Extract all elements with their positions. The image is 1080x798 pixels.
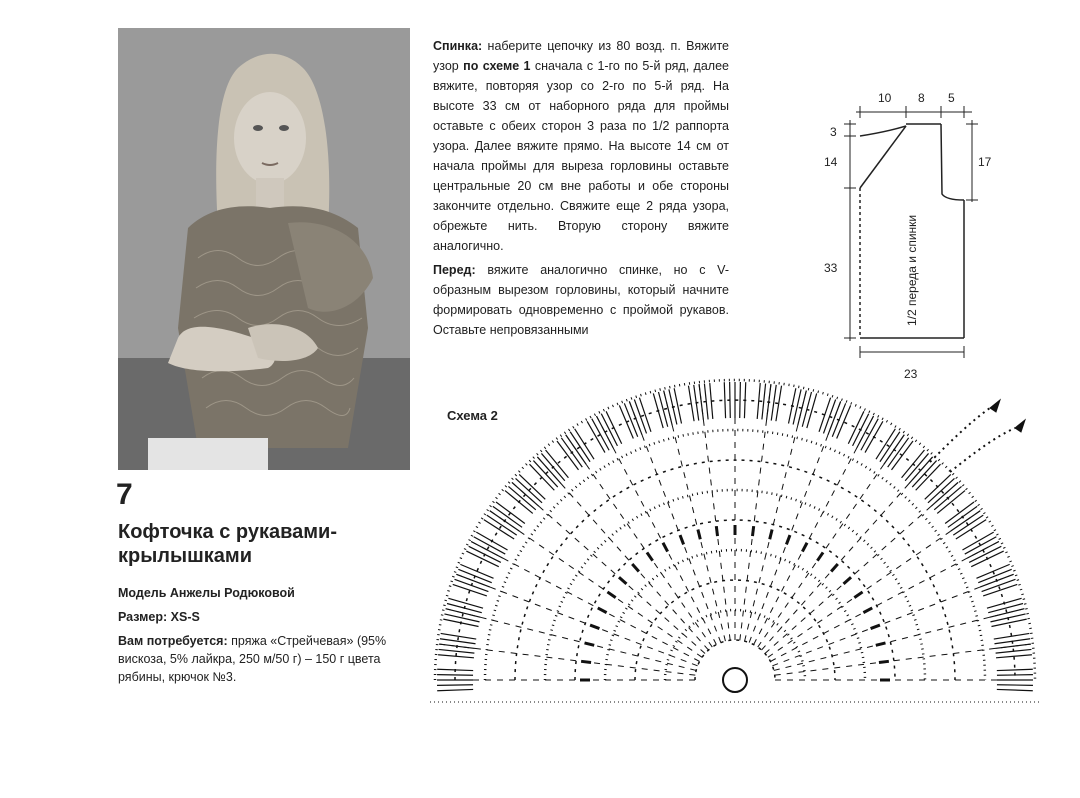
back-text-2: сначала с 1-го по 5-й ряд, далее вяжите, повторяя узор со 2-го по 5-й ряд. На высоте 33 см от наборного ряда для проймы оставьте с обеих сторон 3 раза по 1/2 раппорта узора. Далее вяжите прямо. На высоте 14 см от начала проймы для выреза горловины оставьте центральные 20 см вне работы и обе стороны закончите отдельно. Свяжите еще 2 ряда узора, обрежьте нить. Вторую сторону вяжите аналогично. bbox=[433, 59, 730, 253]
diagram-stitch bbox=[493, 506, 522, 527]
diagram-stitch bbox=[997, 675, 1033, 676]
diagram-stitch bbox=[802, 543, 807, 552]
diagram-stitch bbox=[716, 526, 717, 536]
diagram-stitch bbox=[884, 435, 904, 465]
center-ring bbox=[723, 668, 747, 692]
diagram-stitch bbox=[879, 661, 889, 662]
size-label: Размер: bbox=[118, 610, 168, 624]
diagram-stitch bbox=[541, 453, 564, 480]
diagram-spoke bbox=[699, 382, 730, 640]
diagram-stitch bbox=[508, 486, 535, 509]
dim-top-left: 10 bbox=[878, 91, 892, 105]
diagram-spoke bbox=[629, 399, 721, 642]
diagram-stitch bbox=[453, 584, 487, 596]
diagram-stitch bbox=[770, 530, 772, 540]
dim-left-bottom: 33 bbox=[824, 261, 838, 275]
diagram-stitch bbox=[680, 535, 684, 544]
diagram-stitch bbox=[823, 400, 835, 434]
diagram-stitch bbox=[762, 384, 766, 420]
diagram-stitch bbox=[880, 432, 900, 462]
model-photo bbox=[118, 28, 410, 470]
diagram-stitch bbox=[496, 502, 525, 524]
diagram-stitch bbox=[752, 526, 753, 536]
back-label: Спинка: bbox=[433, 39, 483, 53]
dim-top-mid: 8 bbox=[918, 91, 925, 105]
diagram-spoke bbox=[740, 382, 771, 640]
diagram-stitch bbox=[912, 461, 936, 488]
piece-label: 1/2 переда и спинки bbox=[905, 214, 919, 326]
diagram-stitch bbox=[905, 453, 928, 480]
diagram-spoke bbox=[768, 510, 982, 658]
diagram-stitch bbox=[997, 689, 1033, 690]
diagram-stitch bbox=[533, 461, 557, 488]
pattern-schematic bbox=[824, 86, 1006, 386]
dim-left-mid: 14 bbox=[824, 155, 838, 169]
diagram-stitch bbox=[807, 393, 817, 428]
diagram-stitch bbox=[512, 482, 539, 506]
diagram-stitch bbox=[566, 435, 586, 465]
diagram-stitch bbox=[437, 669, 473, 670]
diagram-stitch bbox=[570, 432, 590, 462]
diagram-stitch bbox=[448, 598, 483, 608]
diagram-stitch bbox=[561, 438, 582, 467]
front-paragraph bbox=[433, 260, 729, 340]
diagram-stitch bbox=[828, 401, 841, 435]
diagram-stitch bbox=[802, 392, 811, 427]
diagram-stitch bbox=[639, 398, 651, 432]
diagram-stitch bbox=[819, 398, 831, 432]
diagram-stitch bbox=[817, 552, 823, 560]
diagram-stitch bbox=[437, 685, 473, 686]
materials-line bbox=[118, 632, 414, 686]
diagram-stitch bbox=[699, 384, 703, 420]
article-number: 7 bbox=[116, 478, 133, 511]
diagram-stitch bbox=[983, 584, 1017, 596]
diagram-stitch bbox=[989, 609, 1024, 618]
diagram-stitch bbox=[619, 577, 626, 584]
diagram-stitch bbox=[876, 429, 895, 459]
diagram-stitch bbox=[953, 515, 983, 535]
dim-left-top: 3 bbox=[830, 125, 837, 139]
diagram-stitch bbox=[997, 685, 1033, 686]
crochet-diagram bbox=[430, 372, 1040, 722]
diagram-stitch bbox=[663, 543, 668, 552]
diagram-stitch bbox=[546, 450, 569, 478]
diagram-stitch bbox=[902, 450, 925, 478]
diagram-stitch bbox=[876, 643, 886, 645]
diagram-stitch bbox=[937, 491, 965, 514]
dim-right: 17 bbox=[978, 155, 992, 169]
diagram-stitch bbox=[888, 438, 909, 467]
dim-bottom: 23 bbox=[904, 367, 918, 381]
diagram-stitch bbox=[724, 382, 725, 418]
front-label: Перед: bbox=[433, 263, 476, 277]
diagram-stitch bbox=[516, 478, 543, 502]
diagram-stitch bbox=[744, 382, 745, 418]
diagram-stitch bbox=[590, 625, 599, 629]
diagram-stitch bbox=[948, 506, 977, 527]
diagram-stitch bbox=[956, 520, 986, 539]
diagram-stitch bbox=[490, 511, 520, 531]
diagram-stitch bbox=[931, 482, 958, 506]
diagram-stitch bbox=[484, 520, 514, 539]
scheme-label: Схема 2 bbox=[447, 408, 498, 423]
diagram-spoke bbox=[775, 644, 1033, 675]
diagram-stitch bbox=[891, 441, 913, 470]
strap-chains bbox=[930, 400, 1025, 472]
diagram-stitch bbox=[982, 579, 1016, 591]
diagram-stitch bbox=[854, 592, 862, 598]
diagram-stitch bbox=[844, 577, 851, 584]
diagram-stitch bbox=[607, 592, 615, 598]
back-text-1: наберите цепочку из 80 возд. п. Вяжите узор bbox=[433, 39, 729, 73]
diagram-spoke bbox=[454, 574, 697, 666]
diagram-stitch bbox=[909, 457, 933, 484]
diagram-stitch bbox=[871, 625, 880, 629]
diagram-stitch bbox=[740, 382, 741, 418]
diagram-stitch bbox=[945, 502, 974, 524]
diagram-stitch bbox=[934, 486, 961, 509]
diagram-stitch bbox=[863, 608, 872, 613]
diagram-stitch bbox=[980, 574, 1014, 587]
diagram-stitch bbox=[581, 661, 591, 662]
diagram-spoke bbox=[772, 574, 1015, 666]
diagram-stitch bbox=[925, 474, 951, 499]
diagram-stitch bbox=[585, 643, 595, 645]
diagram-stitch bbox=[629, 401, 642, 435]
diagram-stitch bbox=[437, 675, 473, 676]
diagram-stitch bbox=[987, 598, 1022, 608]
diagram-stitch bbox=[786, 535, 790, 544]
diagram-stitch bbox=[455, 579, 489, 591]
materials-label: Вам потребуется: bbox=[118, 634, 228, 648]
diagram-stitch bbox=[447, 603, 482, 612]
diagram-spoke bbox=[758, 433, 906, 647]
diagram-stitch bbox=[456, 574, 490, 587]
diagram-stitch bbox=[831, 564, 838, 571]
diagram-ring bbox=[635, 580, 835, 680]
diagram-spoke bbox=[488, 510, 702, 658]
diagram-stitch bbox=[653, 393, 663, 428]
back-scheme-ref: по схеме 1 bbox=[463, 59, 531, 73]
article-title: Кофточка с рукавами-крылышками bbox=[118, 521, 338, 567]
diagram-stitch bbox=[529, 464, 554, 490]
front-text: вяжите аналогично спинке, но с V-образным вырезом горловины, который начните формировать одновременно с проймой рукавов. Оставьте непровязанными bbox=[433, 263, 729, 337]
diagram-stitch bbox=[557, 441, 579, 470]
diagram-stitch bbox=[439, 649, 475, 653]
instructions-column bbox=[433, 36, 729, 344]
diagram-stitch bbox=[951, 511, 981, 531]
diagram-stitch bbox=[505, 491, 533, 514]
diagram-stitch bbox=[632, 564, 639, 571]
diagram-spoke bbox=[565, 433, 713, 647]
model-label: Модель Анжелы Родюковой bbox=[118, 586, 295, 600]
diagram-stitch bbox=[730, 382, 731, 418]
size-value: XS-S bbox=[170, 610, 200, 624]
diagram-stitch bbox=[537, 457, 561, 484]
diagram-stitch bbox=[988, 603, 1023, 612]
diagram-stitch bbox=[647, 552, 653, 560]
dim-top-right: 5 bbox=[948, 91, 955, 105]
materials-text: пряжа «Стрейчевая» (95% вискоза, 5% лайкра, 250 м/50 г) – 150 г цвета рябины, крючок №3. bbox=[118, 634, 387, 684]
diagram-stitch bbox=[698, 530, 700, 540]
diagram-stitch bbox=[634, 400, 646, 434]
diagram-spoke bbox=[749, 399, 841, 642]
diagram-spoke bbox=[437, 644, 695, 675]
model-credit bbox=[118, 584, 418, 602]
diagram-stitch bbox=[995, 644, 1031, 648]
diagram-stitch bbox=[598, 608, 607, 613]
diagram-stitch bbox=[575, 429, 594, 459]
diagram-stitch bbox=[487, 515, 517, 535]
size-line bbox=[118, 608, 418, 626]
diagram-stitch bbox=[997, 669, 1033, 670]
diagram-stitch bbox=[437, 689, 473, 690]
diagram-stitch bbox=[664, 391, 673, 426]
back-paragraph bbox=[433, 36, 729, 256]
